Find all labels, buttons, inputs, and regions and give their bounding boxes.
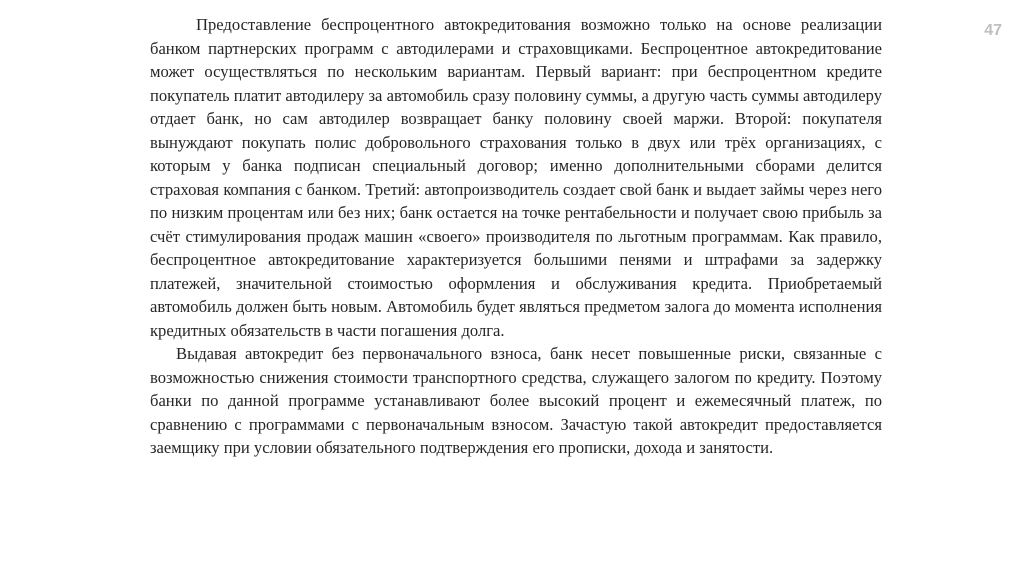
text-body [150, 13, 882, 460]
page-number: 47 [984, 22, 1002, 39]
paragraph-interest-free-car-loans: Предоставление беспроцентного автокредитования возможно только на основе реализации банком партнерских программ с автодилерами и страховщиками. Беспроцентное автокредитование может осуществляться по нескольким вариантам. Первый вариант: при беспроцентном кредите покупатель платит автодилеру за автомобиль сразу половину суммы, а другую часть суммы автодилеру отдает банк, но сам автодилер возвращает банку половину своей маржи. Второй: покупателя вынуждают покупать полис добровольного страхования только в двух или трёх организациях, с которым у банка подписан специальный договор; именно дополнительными сборами делится страховая компания с банком. Третий: автопроизводитель создает свой банк и выдает займы через него по низким процентам или без них; банк остается на точке рентабельности и получает свою прибыль за счёт стимулирования продаж машин «своего» производителя по льготным программам. Как правило, беспроцентное автокредитование характеризуется большими пенями и штрафами за задержку платежей, значительной стоимостью оформления и обслуживания кредита. Приобретаемый автомобиль должен быть новым. Автомобиль будет являться предметом залога до момента исполнения кредитных обязательств в части погашения долга. [150, 15, 882, 340]
paragraph-no-down-payment-loans: Выдавая автокредит без первоначального взноса, банк несет повышенные риски, связанные с возможностью снижения стоимости транспортного средства, служащего залогом по кредиту. Поэтому банки по данной программе устанавливают более высокий процент и ежемесячный платеж, по сравнению с программами с первоначальным взносом. Зачастую такой автокредит предоставляется заемщику при условии обязательного подтверждения его прописки, дохода и занятости. [150, 344, 882, 457]
